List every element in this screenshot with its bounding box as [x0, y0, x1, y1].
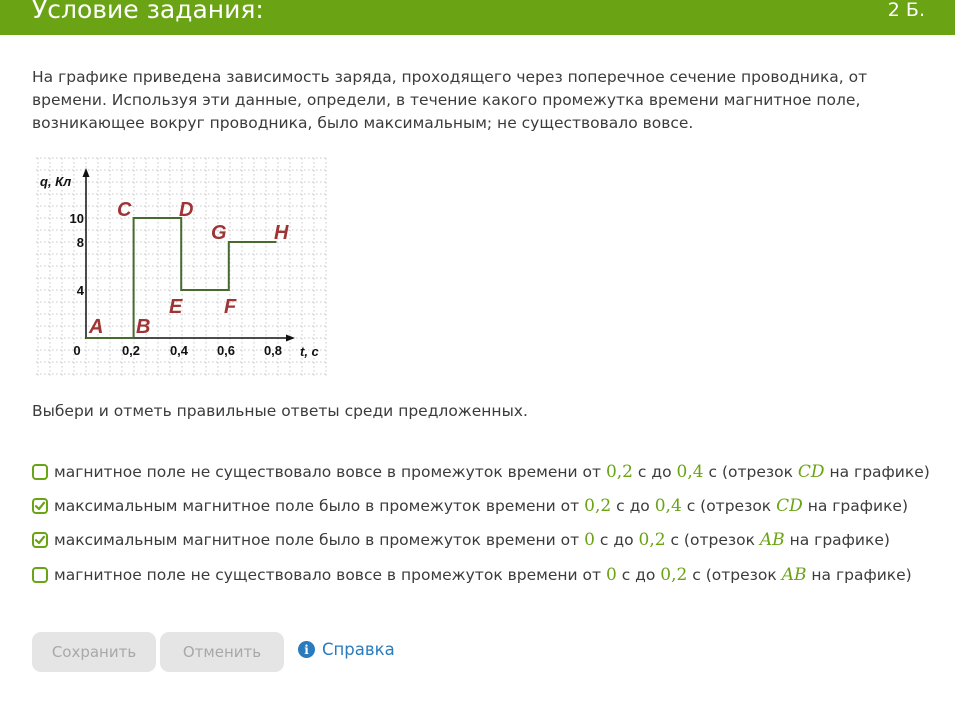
- option-text: магнитное поле не существовало вовсе в промежуток времени от: [54, 566, 601, 584]
- x-tick-0: 0: [73, 343, 81, 358]
- point-label-c: C: [117, 199, 132, 221]
- answer-checkbox[interactable]: [32, 464, 48, 480]
- option-text: на графике): [811, 566, 912, 584]
- y-axis-label: q, Кл: [40, 174, 72, 189]
- option-segment: AB: [759, 530, 785, 550]
- option-text: на графике): [789, 531, 890, 549]
- task-score: 2 Б.: [887, 0, 925, 21]
- option-text: с до: [637, 463, 672, 481]
- x-tick-0-6: 0,6: [216, 343, 236, 358]
- x-axis-label: t, с: [300, 344, 319, 359]
- option-time-to: 0,2: [660, 565, 688, 585]
- cancel-button[interactable]: [160, 632, 284, 672]
- option-time-from: 0,2: [584, 496, 612, 516]
- option-segment: CD: [776, 496, 803, 516]
- option-time-to: 0,2: [638, 530, 666, 550]
- option-text: с (отрезок: [670, 531, 755, 549]
- option-text: с (отрезок: [692, 566, 777, 584]
- option-time-from: 0: [605, 565, 617, 585]
- option-time-from: 0,2: [605, 462, 633, 482]
- save-button-label: Сохранить: [51, 643, 137, 661]
- option-text: на графике): [829, 463, 930, 481]
- x-tick-0-8: 0,8: [263, 343, 283, 358]
- info-icon: i: [298, 641, 315, 658]
- charge-time-graph: [30, 156, 330, 381]
- option-segment: AB: [781, 565, 807, 585]
- answer-option[interactable]: [32, 528, 890, 552]
- answer-option[interactable]: [32, 563, 912, 587]
- task-header: [0, 0, 955, 35]
- point-label-h: H: [274, 222, 289, 244]
- answer-checkbox[interactable]: [32, 532, 48, 548]
- x-tick-0-2: 0,2: [121, 343, 141, 358]
- point-label-f: F: [224, 296, 237, 318]
- answer-checkbox[interactable]: [32, 498, 48, 514]
- option-text: магнитное поле не существовало вовсе в промежуток времени от: [54, 463, 601, 481]
- point-label-b: B: [136, 316, 151, 338]
- option-text: с до: [616, 497, 650, 515]
- option-text: с до: [621, 566, 656, 584]
- option-text: на графике): [807, 497, 909, 515]
- option-time-to: 0,4: [654, 496, 682, 516]
- charge-line: [86, 218, 276, 338]
- y-axis-arrow: [83, 168, 90, 177]
- cancel-button-label: Отменить: [182, 643, 262, 661]
- answer-checkbox[interactable]: [32, 567, 48, 583]
- point-label-d: D: [179, 199, 194, 221]
- point-label-e: E: [169, 296, 183, 318]
- option-text: максимальным магнитное поле было в промежуток времени от: [54, 531, 580, 549]
- point-label-g: G: [211, 222, 227, 244]
- option-time-from: 0: [584, 530, 595, 550]
- task-title: Условие задания:: [32, 0, 264, 24]
- option-time-to: 0,4: [676, 462, 704, 482]
- x-axis-arrow: [286, 335, 295, 342]
- y-tick-4: 4: [76, 283, 84, 298]
- save-button[interactable]: [32, 632, 156, 672]
- option-text: с (отрезок: [708, 463, 793, 481]
- point-label-a: A: [89, 316, 104, 338]
- help-link[interactable]: [298, 640, 395, 659]
- answer-option[interactable]: [32, 460, 930, 484]
- help-link-label: Справка: [322, 640, 395, 659]
- option-segment: CD: [797, 462, 825, 482]
- answer-option[interactable]: [32, 494, 908, 518]
- y-tick-10: 10: [69, 211, 84, 226]
- x-tick-0-4: 0,4: [169, 343, 189, 358]
- option-text: максимальным магнитное поле было в промежуток времени от: [54, 497, 580, 515]
- option-text: с до: [599, 531, 634, 549]
- question-text: На графике приведена зависимость заряда, проходящего через поперечное сечение проводника, от времени. Используя эти данные, определи, в течение какого промежутка времени магнитное поле, возникающее вокруг проводника, было максимальным; не существовало вовсе.: [32, 68, 868, 132]
- y-tick-8: 8: [76, 235, 84, 250]
- option-text: с (отрезок: [686, 497, 772, 515]
- instruction-text: Выбери и отметь правильные ответы среди предложенных.: [32, 402, 528, 420]
